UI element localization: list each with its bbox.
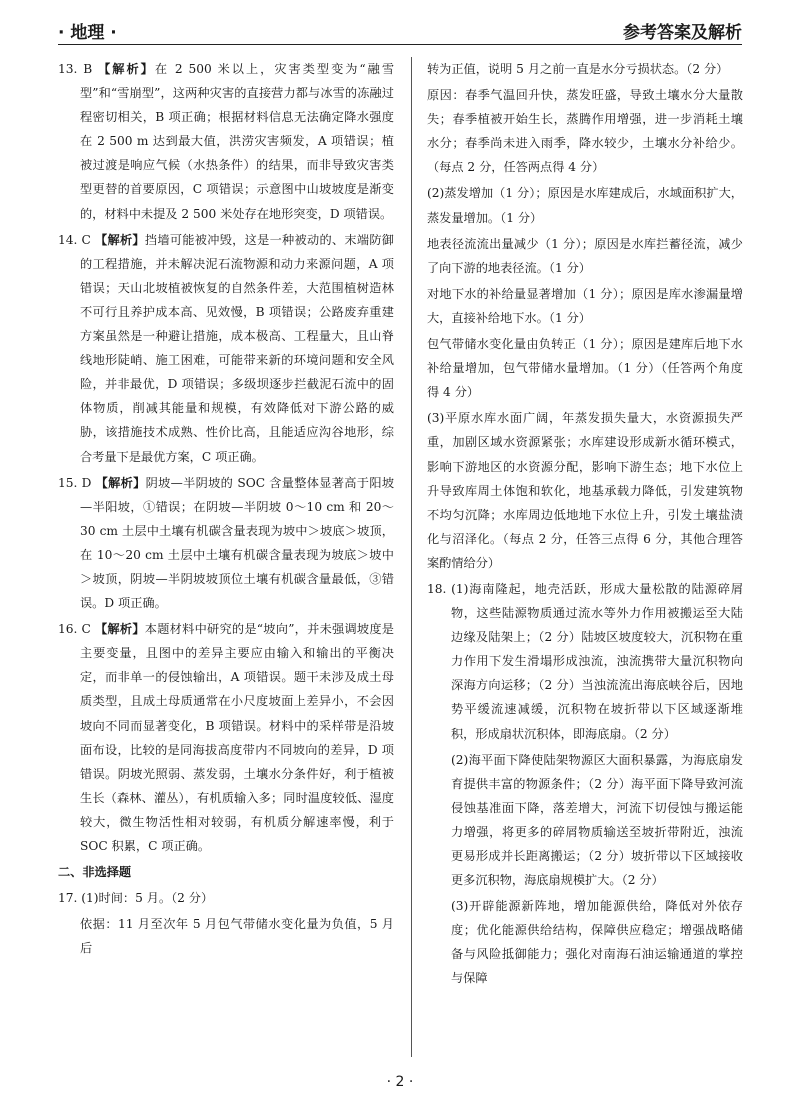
question-number: 16. C — [58, 622, 91, 637]
answer-17-reason: 原因：春季气温回升快，蒸发旺盛，导致土壤水分大量散失；春季植被开始生长，蒸腾作用增强，进一步消耗土壤水分；春季尚未进入雨季，降水较少，土壤水分补给少。（每点 2 分，任答两点得 4 分） — [427, 88, 743, 175]
answer-text: 阴坡—半阴坡的 SOC 含量整体显著高于阳坡—半阳坡，①错误；在阴坡—半阴坡 0～10 cm 和 20～30 cm 土层中土壤有机碳含量表现为坡中＞坡底＞坡顶，在 10～20 cm 土层中土壤有机碳含量表现为坡底＞坡中＞坡顶，阴坡—半阴坡坡顶位土壤有机碳含量最低，③错误。D 项正确。 — [80, 475, 395, 611]
document-title: 参考答案及解析 — [623, 23, 742, 43]
subject-label: · 地理 · — [58, 23, 117, 43]
column-divider — [411, 57, 412, 1057]
answer-14 — [58, 228, 394, 469]
analysis-tag: 【解析】 — [94, 622, 145, 637]
question-number: 15. D — [58, 475, 92, 490]
analysis-tag: 【解析】 — [95, 232, 145, 247]
answer-text: (1)海南隆起，地壳活跃，形成大量松散的陆源碎屑物，这些陆源物质通过流水等外力作用被搬运至大陆边缘及陆架上；（2 分）陆坡区坡度较大，沉积物在重力作用下发生滑塌形成浊流，浊流携带大量沉积物向深海方向运移；（2 分）当浊流流出海底峡谷后，因地势平缓流速减缓，沉积物在坡折带以下区域逐渐堆积，形成扇状沉积体，即海底扇。（2 分） — [451, 581, 744, 741]
answer-text: 在 2 500 米以上，灾害类型变为“融雪型”和“雪崩型”，这两种灾害的直接营力都与冰雪的冻融过程密切相关，B 项正确；根据材料信息无法确定降水强度在 2 500 m 达到最大值，洪涝灾害频发，A 项错误；植被过渡是响应气候（水热条件）的结果，而非导致灾害类型更替的首要原因，C 项错误；示意图中山坡坡度是渐变的，材料中未提及 2 500 米处存在地形突变，D 项错误。 — [80, 62, 395, 221]
answer-17-sub2-runoff: 地表径流流出量减少（1 分）；原因是水库拦蓄径流，减少了向下游的地表径流。（1 分） — [427, 236, 743, 275]
answer-18-part3: (3)开辟能源新阵地，增加能源供给，降低对外依存度；优化能源供给结构，保障供应稳定；增强战略储备与风险抵御能力；强化对南海石油运输通道的掌控与保障 — [451, 899, 743, 986]
answer-13 — [58, 57, 394, 226]
answer-17-part1 — [58, 886, 394, 910]
answer-text: 依据：11 月至次年 5 月包气带储水变化量为负值，5 月后 — [80, 917, 394, 956]
answer-17-sub2-groundwater: 对地下水的补给量显著增加（1 分）；原因是库水渗漏量增大，直接补给地下水。（1 分） — [427, 286, 743, 325]
page-number: · 2 · — [386, 1074, 414, 1090]
right-column — [427, 57, 743, 993]
answer-15 — [58, 471, 394, 616]
answer-16 — [58, 617, 394, 858]
section-heading: 二、非选择题 — [58, 865, 132, 880]
answer-17-sub3: (3)平原水库水面广阔，年蒸发损失量大，水资源损失严重，加剧区域水资源紧张；水库建设形成新水循环模式，影响下游地区的水资源分配，影响下游生态；地下水位上升导致库周土体饱和软化，地基承载力降低，引发建筑物不均匀沉降；水库周边低地地下水位上升，引发土壤盐渍化与沼泽化。（每点 2 分，任答三点得 6 分，其他合理答案酌情给分） — [427, 411, 743, 570]
question-number: 13. B — [58, 62, 93, 76]
analysis-tag: 【解析】 — [98, 62, 155, 76]
answer-17-continued: 转为正值，说明 5 月之前一直是水分亏损状态。（2 分） — [427, 62, 729, 76]
analysis-tag: 【解析】 — [95, 475, 146, 490]
answer-text: 本题材料中研究的是“坡向”，并未强调坡度是主要变量，且图中的差异主要应由输入和输出的平衡决定，而非单一的侵蚀输出，A 项错误。题干未涉及成土母质类型，且成土母质通常在小尺度坡面上差异小，不会因坡向不同而显著变化，B 项错误。材料中的采样带是沿坡面布设，比较的是同海拔高度带内不同坡向的差异，D 项错误。阴坡光照弱、蒸发弱，土壤水分条件好，利于植被生长（森林、灌丛），有机质输入多；同时温度较低、湿度较大，微生物活性相对较弱，有机质分解速率慢，利于 SOC 积累，C 项正确。 — [80, 622, 394, 853]
answer-17-sub2-vadose: 包气带储水变化量由负转正（1 分）；原因是建库后地下水补给量增加，包气带储水量增加。（1 分）（任答两个角度得 4 分） — [427, 337, 743, 400]
question-number: 17. — [58, 891, 78, 906]
question-number: 18. — [427, 581, 447, 596]
question-number: 14. C — [58, 232, 91, 247]
answer-18-part1 — [427, 577, 743, 746]
answer-18-part2: (2)海平面下降使陆架物源区大面积暴露，为海底扇发育提供丰富的物源条件；（2 分）海平面下降导致河流侵蚀基准面下降，落差增大，河流下切侵蚀与搬运能力增强，将更多的碎屑物质输送至坡折带附近，浊流更易形成并长距离搬运；（2 分）坡折带以下区域接收更多沉积物，海底扇规模扩大。（2 分） — [451, 752, 743, 888]
left-column — [58, 57, 394, 962]
answer-17-sub2-evaporation: (2)蒸发增加（1 分）；原因是水库建成后，水域面积扩大，蒸发量增加。（1 分） — [427, 186, 743, 225]
page-header — [58, 14, 742, 45]
answer-17-part2 — [58, 912, 394, 960]
answer-text: 挡墙可能被冲毁，这是一种被动的、末端防御的工程措施，并未解决泥石流物源和动力来源问题，A 项错误；天山北坡植被恢复的自然条件差，大范围植树造林不可行且养护成本高、见效慢，B 项错误；公路废弃重建方案虽然是一种避让措施，成本极高、工程量大，且山脊线地形陡峭、施工困难，可能带来新的环境问题和安全风险，并非最优，D 项错误；多级坝逐步拦截泥石流中的固体物质，削减其能量和规模，有效降低对下游公路的威胁，该措施技术成熟、性价比高，且能适应沟谷地形，综合考量下是最优方案，C 项正确。 — [80, 232, 394, 464]
answer-text: (1)时间：5 月。（2 分） — [81, 891, 214, 906]
